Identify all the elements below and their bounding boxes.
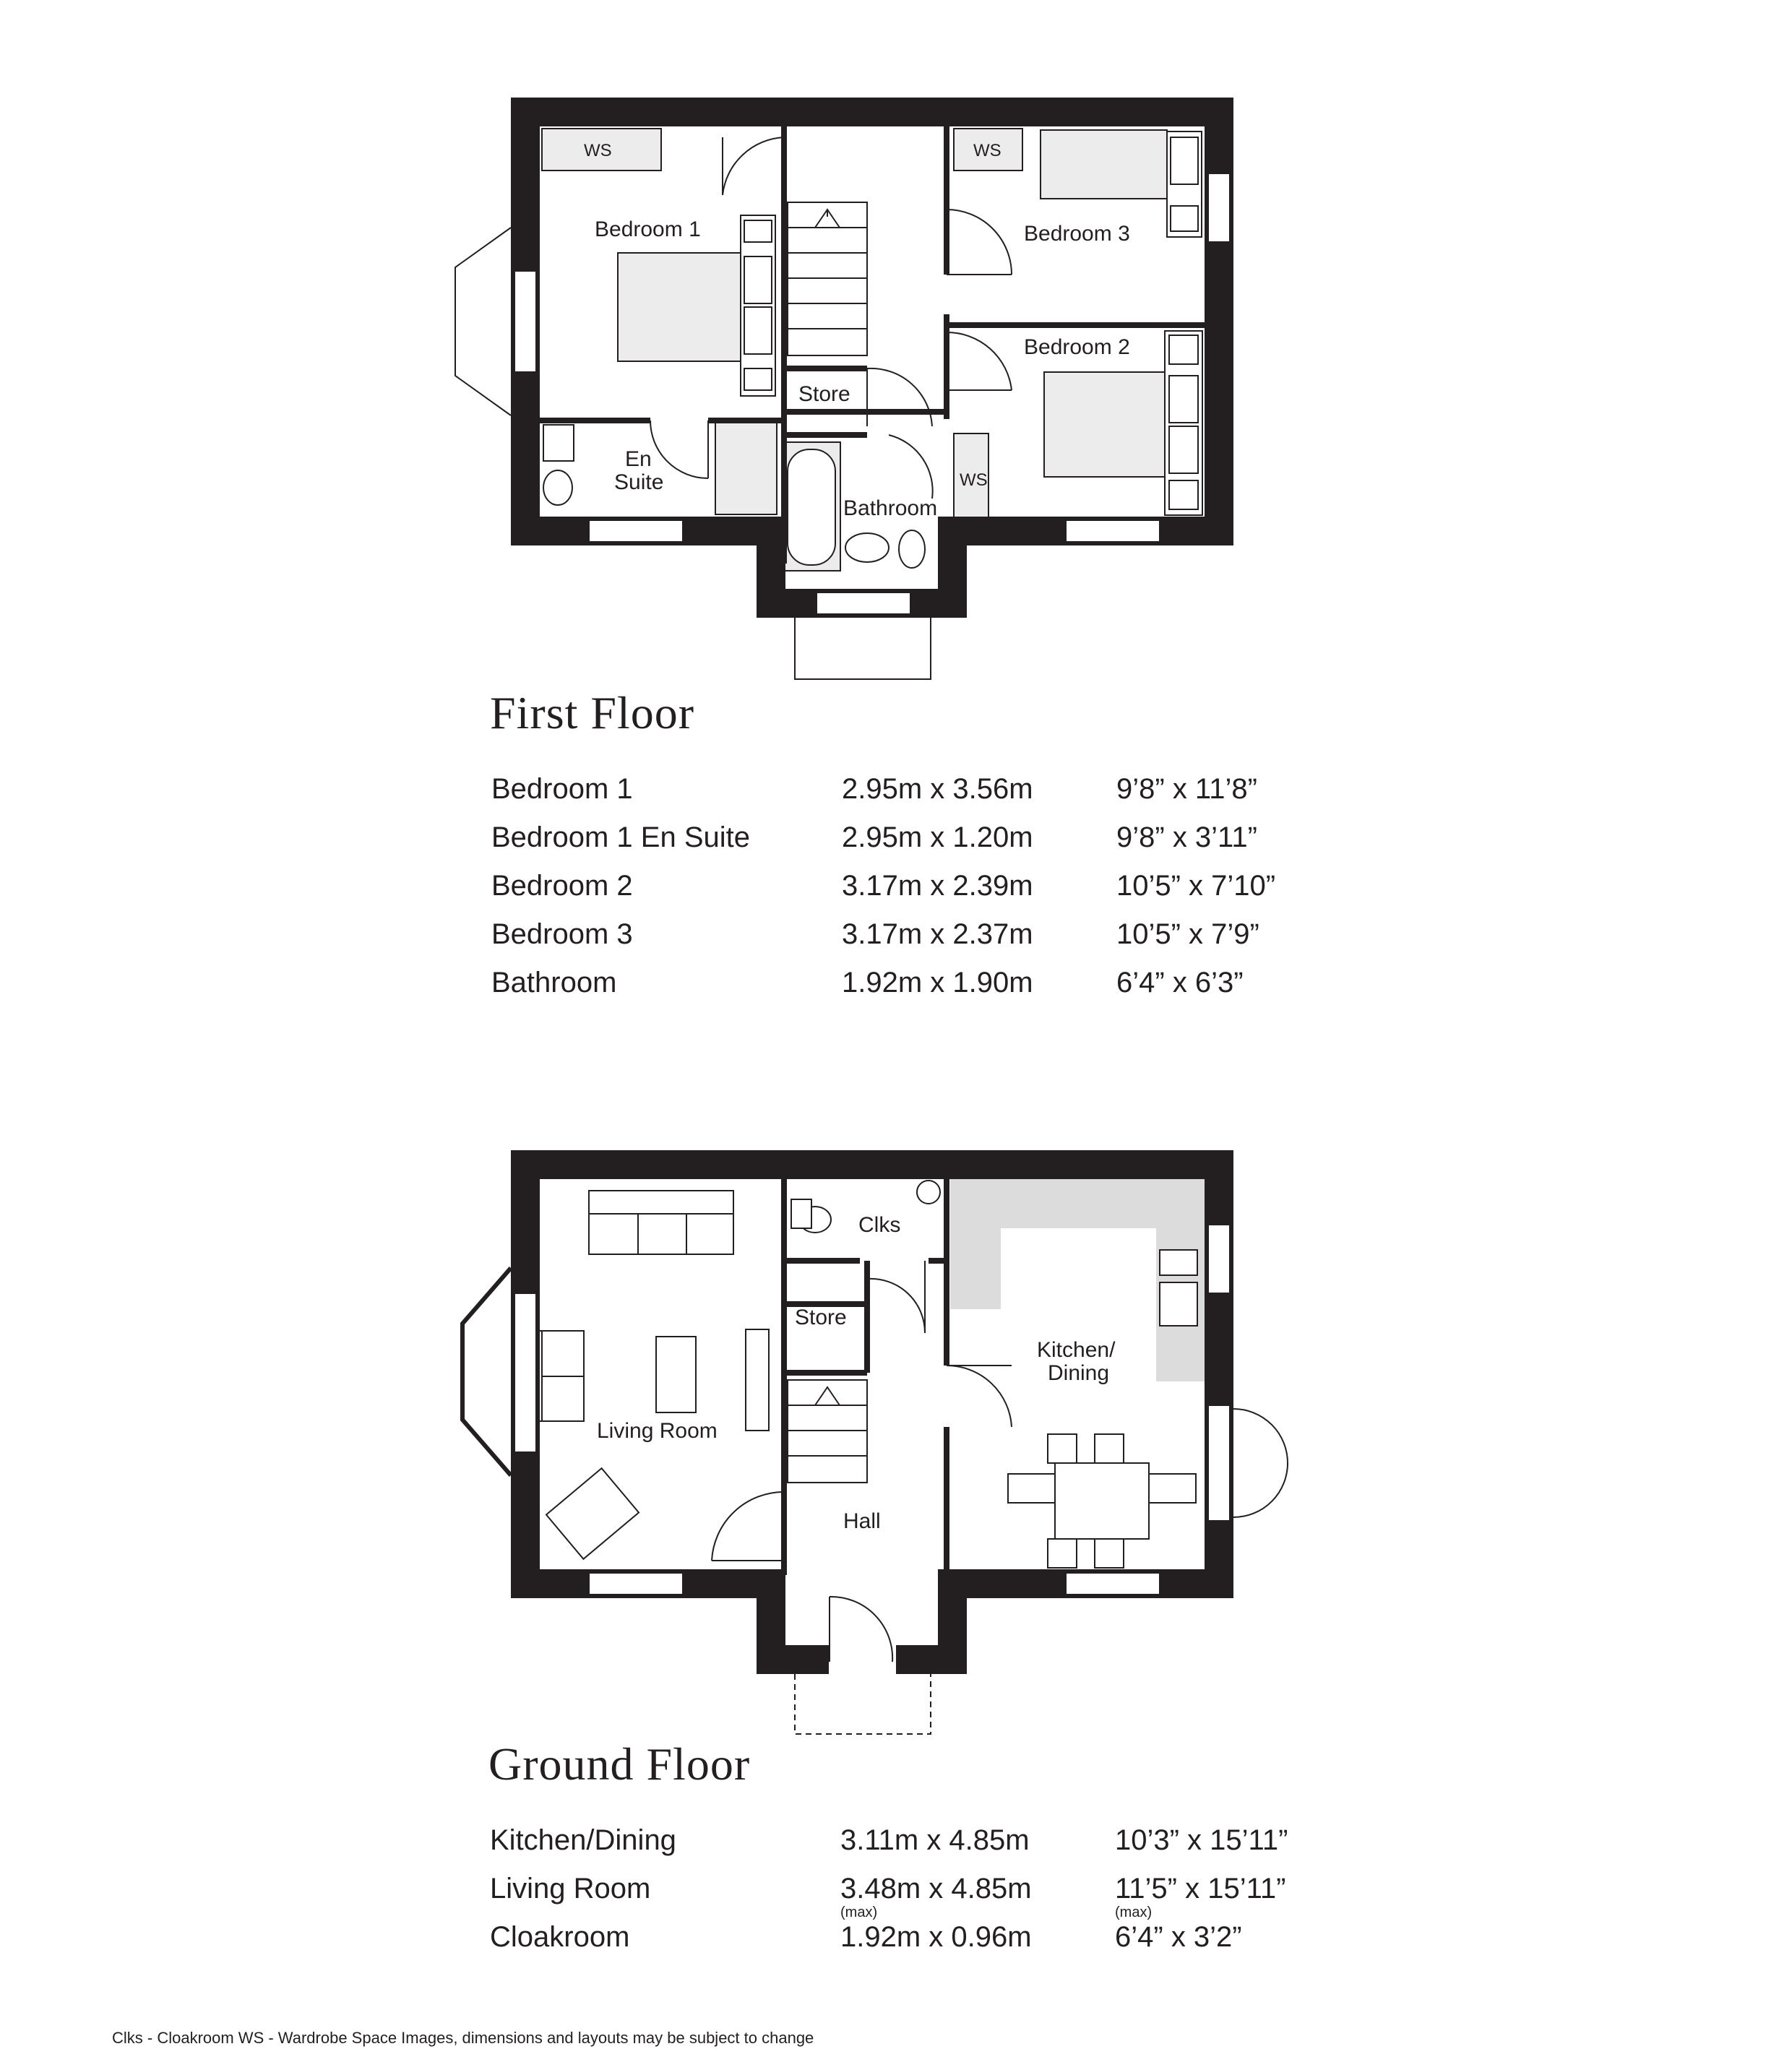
room-imperial — [1115, 1921, 1288, 1970]
ground-floor-title: Ground Floor — [488, 1738, 751, 1790]
label-ws-3: WS — [960, 470, 988, 490]
label-bedroom-3: Bedroom 3 — [1024, 222, 1130, 246]
room-imperial — [1115, 1824, 1288, 1873]
table-row — [490, 1824, 1288, 1873]
room-metric — [840, 1873, 1115, 1921]
ground-floor-dimensions — [490, 1824, 1288, 1970]
table-row — [490, 1873, 1288, 1921]
table-row — [491, 870, 1275, 918]
bed-3 — [1041, 130, 1167, 199]
imperial-value: 11’5” x 15’11” — [1115, 1873, 1286, 1905]
metric-note: (max) — [840, 1905, 878, 1920]
label-ws-1: WS — [584, 141, 612, 160]
label-clks: Clks — [858, 1213, 901, 1237]
bed-2 — [1044, 372, 1171, 477]
label-bedroom-2: Bedroom 2 — [1024, 335, 1130, 359]
room-imperial: 9’8” x 11’8” — [1116, 773, 1257, 805]
room-name: Cloakroom — [490, 1921, 630, 1953]
ground-floor-plan — [462, 1150, 1288, 1734]
bed-1 — [618, 253, 744, 361]
room-metric: 3.17m x 2.39m — [842, 870, 1033, 902]
room-imperial — [1115, 1873, 1288, 1921]
sofa — [589, 1191, 733, 1254]
coffee-table — [656, 1337, 696, 1412]
label-ensuite-1: En — [625, 447, 652, 471]
label-living-room: Living Room — [597, 1419, 718, 1443]
room-name: Bedroom 2 — [491, 870, 633, 902]
room-imperial: 10’5” x 7’9” — [1116, 918, 1259, 950]
label-kitchen-2: Dining — [1048, 1361, 1110, 1385]
label-ensuite-2: Suite — [614, 470, 664, 494]
dining-table — [1055, 1463, 1149, 1539]
label-bathroom: Bathroom — [843, 496, 938, 520]
metric-value: 1.92m x 0.96m — [840, 1921, 1032, 1953]
room-name: Kitchen/Dining — [490, 1824, 676, 1856]
table-row — [491, 821, 1275, 870]
room-name: Bathroom — [491, 967, 617, 998]
first-floor-dimensions — [491, 773, 1275, 1015]
label-hall: Hall — [843, 1509, 881, 1533]
metric-value: 3.48m x 4.85m — [840, 1873, 1032, 1905]
shower-tray — [715, 420, 777, 514]
room-imperial: 6’4” x 6’3” — [1116, 967, 1244, 998]
room-metric: 3.17m x 2.37m — [842, 918, 1033, 950]
imperial-note: (max) — [1115, 1905, 1153, 1920]
room-metric: 2.95m x 3.56m — [842, 773, 1033, 805]
imperial-value: 10’3” x 15’11” — [1115, 1824, 1288, 1856]
room-imperial: 10’5” x 7’10” — [1116, 870, 1276, 902]
label-store-first: Store — [798, 382, 850, 406]
first-floor-title: First Floor — [490, 687, 695, 738]
first-floor-plan — [455, 98, 1233, 679]
stairs-first — [788, 202, 867, 355]
room-metric — [840, 1824, 1115, 1873]
room-name: Bedroom 1 En Suite — [491, 821, 750, 853]
stairs-ground — [788, 1380, 867, 1483]
label-ws-2: WS — [973, 141, 1001, 160]
sideboard — [746, 1329, 769, 1431]
label-bedroom-1: Bedroom 1 — [595, 217, 701, 241]
room-metric — [840, 1921, 1115, 1970]
footnote: Clks - Cloakroom WS - Wardrobe Space Images, dimensions and layouts may be subject to change — [112, 2029, 814, 2047]
table-row — [490, 1921, 1288, 1970]
label-store-ground: Store — [795, 1306, 847, 1329]
label-kitchen-1: Kitchen/ — [1037, 1338, 1116, 1362]
table-row — [491, 773, 1275, 821]
table-row — [491, 918, 1275, 967]
room-metric: 1.92m x 1.90m — [842, 967, 1033, 998]
room-name: Bedroom 1 — [491, 773, 633, 805]
room-name: Bedroom 3 — [491, 918, 633, 950]
room-name: Living Room — [490, 1873, 651, 1905]
armchair — [546, 1468, 639, 1559]
room-metric: 2.95m x 1.20m — [842, 821, 1033, 853]
room-imperial: 9’8” x 3’11” — [1116, 821, 1257, 853]
metric-value: 3.11m x 4.85m — [840, 1824, 1030, 1856]
table-row — [491, 967, 1275, 1015]
imperial-value: 6’4” x 3’2” — [1115, 1921, 1242, 1953]
